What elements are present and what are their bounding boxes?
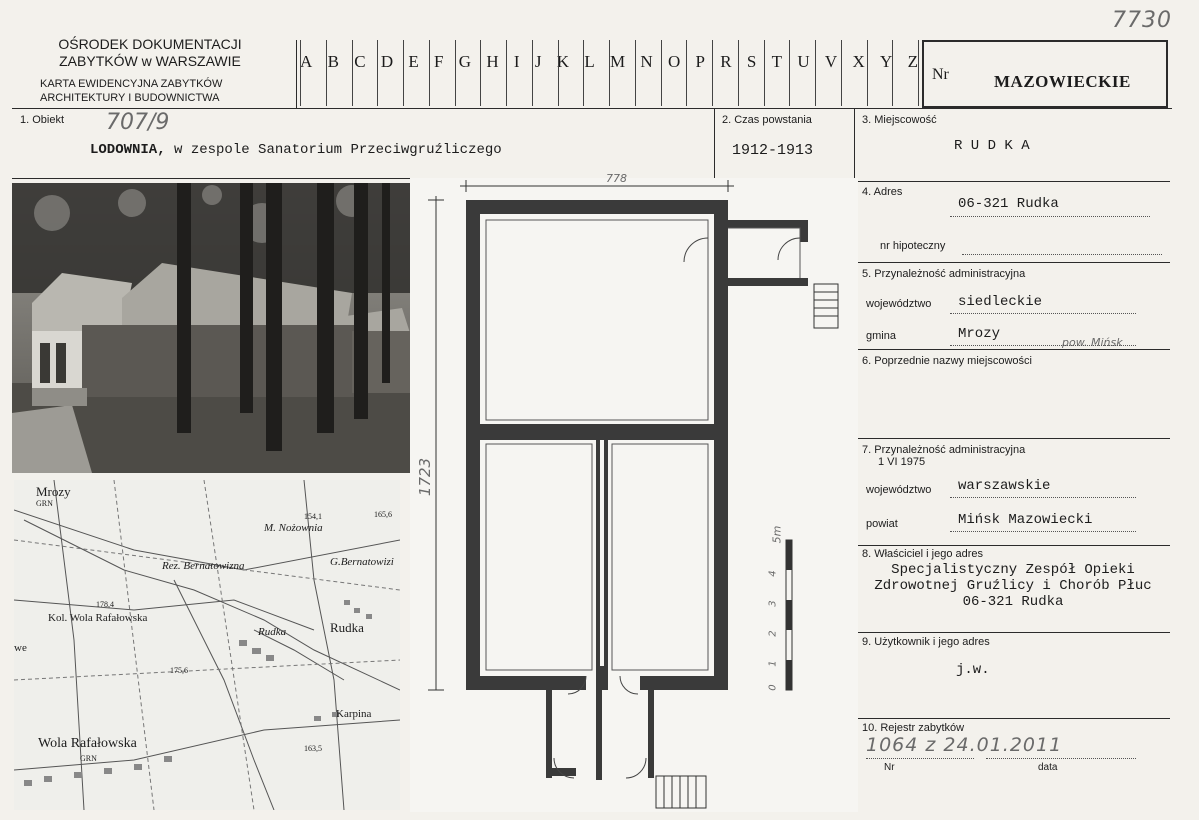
field5-label: 5. Przynależność administracyjna: [862, 268, 1026, 280]
field9-rule: [854, 718, 1170, 719]
map-label-edge: we: [14, 642, 27, 654]
index-letter-i: I: [513, 52, 520, 71]
map-label-wola-rafalowska: Wola Rafałowska: [38, 736, 137, 751]
index-separator: [403, 40, 404, 106]
field5-gmina-note: pow. Mińsk: [1062, 336, 1123, 349]
index-letter-o: O: [667, 52, 681, 71]
field7-woj-label: województwo: [866, 484, 932, 496]
index-letter-r: R: [720, 52, 732, 71]
field10-value: 1064 z 24.01.2011: [866, 734, 1063, 756]
region-box: [922, 40, 1168, 108]
scale-tick-1: 1: [767, 660, 779, 667]
field1-annotation: 707/9: [106, 110, 170, 135]
photo-drawing: [12, 183, 410, 473]
index-letter-k: K: [556, 52, 570, 71]
field9-value: j.w.: [956, 662, 990, 678]
index-letter-m: M: [610, 52, 626, 71]
scale-bar: [786, 540, 792, 690]
index-separator: [815, 40, 816, 106]
field7-date: 1 VI 1975: [878, 456, 926, 468]
field5-woj-dots: [950, 313, 1136, 314]
field6-label: 6. Poprzednie nazwy miejscowości: [862, 355, 1032, 367]
field7-woj-dots: [950, 497, 1136, 498]
map-label-elev2: 165,6: [374, 510, 392, 519]
index-separator: [558, 40, 559, 106]
index-separator: [841, 40, 842, 106]
floor-plan: [410, 172, 858, 812]
index-separator: [455, 40, 456, 106]
card-line2: ARCHITEKTURY I BUDOWNICTWA: [40, 92, 220, 104]
index-separator: [867, 40, 868, 106]
index-separator: [686, 40, 687, 106]
field1-value: LODOWNIA, w zespole Sanatorium Przeciwgruźliczego: [90, 142, 502, 158]
map-label-elev1: 154,1: [304, 512, 322, 521]
field5-rule: [854, 349, 1170, 350]
index-separator: [377, 40, 378, 106]
index-separator: [609, 40, 610, 106]
map-label-rudka: Rudka: [330, 620, 364, 635]
floor-plan-drawing: [410, 178, 858, 812]
divider-1-2: [714, 108, 715, 178]
index-letter-t: T: [771, 52, 783, 71]
field7-woj-value: warszawskie: [958, 478, 1051, 494]
index-separator: [532, 40, 533, 106]
index-separator: [429, 40, 430, 106]
index-separator: [918, 40, 919, 106]
field7-label: 7. Przynależność administracyjna: [862, 444, 1026, 456]
org-line1: OŚRODEK DOKUMENTACJI: [58, 36, 242, 52]
field4-label: 4. Adres: [862, 186, 903, 198]
map-label-nozownia: M. Nożownia: [264, 522, 323, 534]
index-separator: [480, 40, 481, 106]
field6-rule: [854, 438, 1170, 439]
owner-line3: 06-321 Rudka: [962, 594, 1064, 610]
field9-label: 9. Użytkownik i jego adres: [862, 636, 990, 648]
index-separator: [712, 40, 713, 106]
index-separator: [326, 40, 327, 106]
map-label-elev5: 163,5: [304, 744, 322, 753]
field4-dots: [950, 216, 1150, 217]
region-name: MAZOWIECKIE: [994, 72, 1131, 91]
field4-sub-dots: [962, 254, 1162, 255]
index-letter-n: N: [640, 52, 653, 71]
field7-powiat-dots: [950, 531, 1136, 532]
map-label-mrozy: Mrozy: [36, 484, 71, 499]
scale-tick-0: 0: [767, 684, 779, 691]
location-map: [14, 480, 400, 810]
plan-width-dimension: 778: [606, 172, 627, 185]
index-separator: [352, 40, 353, 106]
building-photo: [12, 183, 410, 473]
index-letter-d: D: [380, 52, 394, 71]
index-letter-v: V: [824, 52, 838, 71]
field7-powiat-value: Mińsk Mazowiecki: [958, 512, 1093, 528]
field1-label: 1. Obiekt: [20, 114, 65, 126]
map-label-elev4: 175,6: [170, 666, 188, 675]
field10-nr-dots: [866, 758, 974, 759]
field5-gmina-dots: [950, 345, 1136, 346]
field3-label: 3. Miejscowość: [862, 114, 937, 126]
index-separator: [583, 40, 584, 106]
scale-tick-2: 2: [767, 630, 779, 637]
index-letter-l: L: [584, 52, 595, 71]
index-letter-p: P: [695, 52, 706, 71]
index-letter-c: C: [354, 52, 366, 71]
field8-label: 8. Właściciel i jego adres: [862, 548, 984, 560]
index-letter-x: X: [852, 52, 865, 71]
index-letter-b: B: [327, 52, 339, 71]
field3-value: R U D K A: [954, 138, 1030, 154]
index-letter-f: F: [434, 52, 444, 71]
index-separator: [789, 40, 790, 106]
field3-rule: [854, 181, 1170, 182]
index-separator: [661, 40, 662, 106]
field10-data-label: data: [1038, 762, 1058, 773]
index-letter-a: A: [300, 52, 313, 71]
map-drawing: [14, 480, 400, 810]
index-letter-h: H: [486, 52, 499, 71]
index-letter-s: S: [746, 52, 757, 71]
corner-number: 7730: [1112, 8, 1172, 33]
map-label-grn2: GRN: [80, 754, 97, 763]
map-label-rudka-small: Rudka: [258, 626, 287, 638]
index-letter-y: Y: [880, 52, 893, 71]
index-letter-u: U: [797, 52, 810, 71]
nr-label: Nr: [932, 66, 949, 83]
field5-woj-value: siedleckie: [958, 294, 1043, 310]
header-bottom-rule: [12, 108, 1172, 109]
field10-date-dots: [986, 758, 1136, 759]
index-separator: [635, 40, 636, 106]
owner-line1: Specjalistyczny Zespół Opieki: [891, 562, 1135, 578]
owner-line2: Zdrowotnej Gruźlicy i Chorób Płuc: [874, 578, 1152, 594]
index-separator: [506, 40, 507, 106]
plan-height-dimension: 1723: [416, 457, 435, 497]
field8-rule: [854, 632, 1170, 633]
field5-woj-label: województwo: [866, 298, 932, 310]
index-letter-z: Z: [907, 52, 918, 71]
org-line2: ZABYTKÓW w WARSZAWIE: [59, 53, 241, 69]
map-label-karpina: Karpina: [336, 708, 372, 720]
field4-value: 06-321 Rudka: [958, 196, 1059, 212]
index-letter-g: G: [458, 52, 472, 71]
field10-label: 10. Rejestr zabytków: [862, 722, 965, 734]
map-label-kol-wola: Kol. Wola Rafałowska: [48, 612, 148, 624]
field7-powiat-label: powiat: [866, 518, 898, 530]
field4-rule: [854, 262, 1170, 263]
header-card-type: [40, 77, 260, 105]
index-separator: [892, 40, 893, 106]
header-org: [30, 36, 270, 70]
map-label-grn: GRN: [36, 499, 53, 508]
index-separator: [764, 40, 765, 106]
scale-label: 5m: [770, 525, 784, 544]
index-letter-j: J: [534, 52, 542, 71]
map-label-elev3: 178,4: [96, 600, 114, 609]
field2-label: 2. Czas powstania: [722, 114, 812, 126]
field10-nr-label: Nr: [884, 762, 895, 773]
map-label-rez-bernatowizna: Rez. Bernatowizna: [162, 560, 245, 572]
index-letter-e: E: [408, 52, 419, 71]
card-line1: KARTA EWIDENCYJNA ZABYTKÓW: [40, 78, 223, 90]
field7-rule: [854, 545, 1170, 546]
field5-gmina-value: Mrozy: [958, 326, 1001, 342]
index-separator: [738, 40, 739, 106]
header-divider: [296, 40, 297, 108]
index-separator: [300, 40, 301, 106]
field2-value: 1912-1913: [732, 142, 814, 159]
scale-tick-3: 3: [767, 600, 779, 607]
map-label-g-bernatowizi: G.Bernatowizi: [330, 556, 394, 568]
field8-value: [858, 562, 1168, 610]
field5-gmina-label: gmina: [866, 330, 896, 342]
scale-tick-4: 4: [767, 570, 779, 577]
field4-sub-label: nr hipoteczny: [880, 240, 946, 252]
